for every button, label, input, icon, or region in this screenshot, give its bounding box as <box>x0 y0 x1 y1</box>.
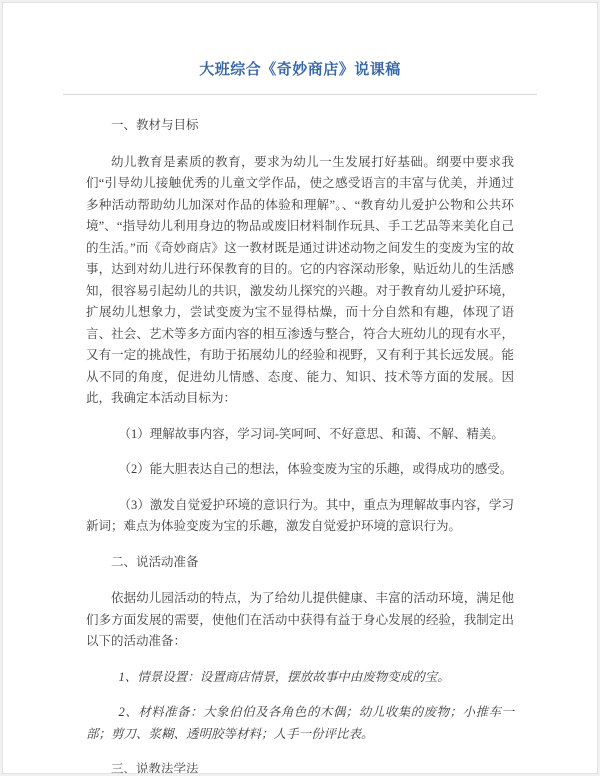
preparation-item-1: 1、情景设置：设置商店情景，摆放故事中由废物变成的宝。 <box>118 669 450 684</box>
goal-item-3: （3）激发自觉爱护环境的意识行为。其中，重点为理解故事内容，学习新词；难点为体验变废为宝的乐趣，激发自觉爱护环境的意识行为。 <box>86 497 514 533</box>
section-heading-1: 一、教材与目标 <box>111 118 199 132</box>
section-heading-3: 三、说教法学法 <box>111 762 199 776</box>
section-heading-2: 二、说活动准备 <box>111 554 199 569</box>
body-paragraph-preparation: 依据幼儿园活动的特点，为了给幼儿提供健康、丰富的活动环境，满足他们多方面发展的需要，使他们在活动中获得有益于身心发展的经验，我制定出以下的活动准备： <box>86 591 514 648</box>
document-title: 大班综合《奇妙商店》说课稿 <box>199 62 401 78</box>
body-paragraph-materials: 幼儿教育是素质的教育，要求为幼儿一生发展打好基础。纲要中要求我们“引导幼儿接触优秀的儿童文学作品，使之感受语言的丰富与优美，并通过多种活动帮助幼儿加深对作品的体验和理解”。、“教育幼儿爱护公物和公共环境”、“指导幼儿利用身边的物品或废旧材料制作玩具、手工艺品等来美化自己的生活。”而《奇妙商店》这一教材既是通过讲述动物之间发生的变废为宝的故事，达到对幼儿进行环保教育的目的。它的内容深动形象，贴近幼儿的生活感知，很容易引起幼儿的共识，激发幼儿探究的兴趣。对于教育幼儿爱护环境，扩展幼儿想象力，尝试变废为宝不显得枯燥，而十分自然和有趣，体现了语言、社会、艺术等多方面内容的相互渗透与整合，符合大班幼儿的现有水平，又有一定的挑战性，有助于拓展幼儿的经验和视野，又有利于其长远发展。能从不同的角度，促进幼儿情感、态度、能力、知识、技术等方面的发展。因此，我确定本活动目标为： <box>86 154 514 405</box>
preparation-item-2: 2、材料准备：大象伯伯及各角色的木偶；幼儿收集的废物；小推车一部；剪刀、浆糊、透明胶等材料；人手一份评比表。 <box>86 705 514 741</box>
goal-item-1: （1）理解故事内容，学习词-笑呵呵、不好意思、和蔼、不解、精美。 <box>118 426 504 441</box>
goal-item-2: （2）能大胆表达自己的想法，体验变废为宝的乐趣，或得成功的感受。 <box>118 462 513 476</box>
title-divider <box>63 94 537 95</box>
